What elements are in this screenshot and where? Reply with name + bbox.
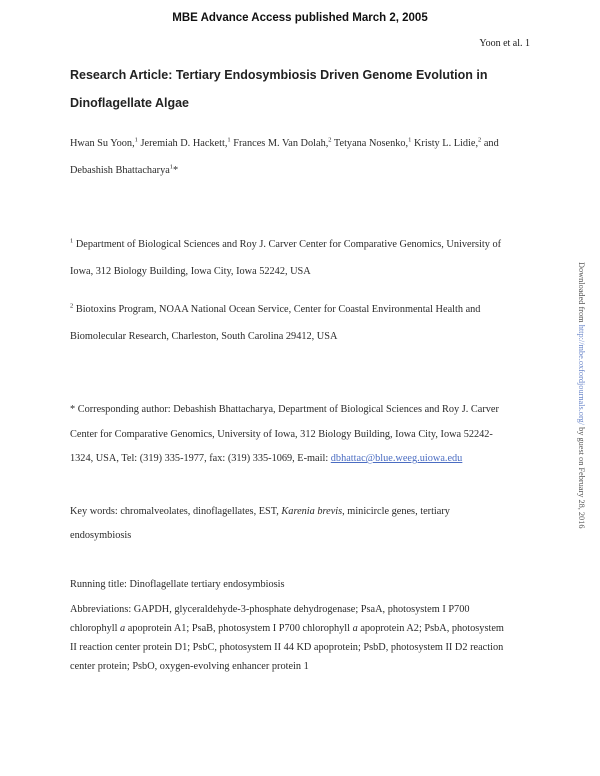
keywords-line2: endosymbiosis — [70, 530, 132, 541]
corresponding-line1: * Corresponding author: Debashish Bhattacharya, Department of Biological Sciences and Roy J. Carver — [70, 404, 499, 415]
author-list-line1 — [70, 138, 499, 149]
advance-access-banner: MBE Advance Access published March 2, 2005 — [172, 12, 428, 24]
affiliation-2-line1 — [70, 304, 480, 315]
abbreviations-text: apoprotein A2; PsbA, photosystem — [357, 623, 504, 634]
running-head: Yoon et al. 1 — [479, 38, 530, 49]
affiliation-1-line1 — [70, 239, 501, 250]
author-conjunction: and — [481, 138, 499, 149]
affiliation-2-line2: Biomolecular Research, Charleston, South Carolina 29412, USA — [70, 331, 338, 342]
keywords-text: , minicircle genes, tertiary — [342, 506, 450, 517]
author-name: Debashish Bhattacharya — [70, 165, 170, 176]
sidebar-text: by guest on February 28, 2016 — [577, 425, 586, 529]
affiliation-marker: 2 — [328, 136, 332, 144]
affiliation-marker: 1 — [169, 163, 174, 171]
abbreviations-italic: a — [120, 623, 126, 634]
affiliation-marker: 1 — [408, 136, 412, 144]
corresponding-contact: 1324, USA, Tel: (319) 335-1977, fax: (319) 335-1069, E-mail: — [70, 453, 331, 464]
keyword-species: Karenia brevis — [281, 506, 343, 517]
abbreviations-italic: a — [352, 623, 358, 634]
affiliation-1-line2: Iowa, 312 Biology Building, Iowa City, Iowa 52242, USA — [70, 266, 311, 277]
abbreviations-line4: center protein; PsbO, oxygen-evolving enhancer protein 1 — [70, 661, 309, 672]
corresponding-marker: * — [173, 165, 179, 176]
download-sidebar — [577, 262, 586, 582]
author-name: Tetyana Nosenko, — [331, 138, 409, 149]
author-name: Jeremiah D. Hackett, — [137, 138, 228, 149]
affiliation-text: Biotoxins Program, NOAA National Ocean Service, Center for Coastal Environmental Health and — [73, 304, 481, 315]
abbreviations-line1: Abbreviations: GAPDH, glyceraldehyde-3-phosphate dehydrogenase; PsaA, photosystem I P700 — [70, 604, 470, 615]
corresponding-line2: Center for Comparative Genomics, University of Iowa, 312 Biology Building, Iowa City, Iowa 52242- — [70, 429, 493, 440]
author-name: Frances M. Van Dolah, — [230, 138, 329, 149]
article-title-line1: Research Article: Tertiary Endosymbiosis Driven Genome Evolution in — [70, 68, 488, 82]
sidebar-link[interactable]: http://mbe.oxfordjournals.org/ — [577, 324, 586, 426]
affiliation-text: Department of Biological Sciences and Roy J. Carver Center for Comparative Genomics, University of — [73, 239, 502, 250]
abbreviations-text: apoprotein A1; PsaB, photosystem I P700 chlorophyll — [125, 623, 353, 634]
affiliation-marker: 2 — [478, 136, 482, 144]
email-link[interactable]: dbhattac@blue.weeg.uiowa.edu — [330, 453, 463, 464]
article-title-line2: Dinoflagellate Algae — [70, 96, 190, 110]
author-name: Kristy L. Lidie, — [411, 138, 479, 149]
affiliation-number: 2 — [70, 302, 74, 310]
author-list-line2 — [70, 165, 178, 176]
affiliation-number: 1 — [70, 237, 74, 245]
affiliation-marker: 1 — [134, 136, 138, 144]
affiliation-marker: 1 — [227, 136, 231, 144]
sidebar-text: Downloaded from — [577, 262, 586, 325]
running-title: Running title: Dinoflagellate tertiary endosymbiosis — [70, 579, 285, 590]
keywords-line1 — [70, 506, 450, 517]
abbreviations-text: chlorophyll — [70, 623, 121, 634]
corresponding-line3 — [70, 453, 462, 464]
abbreviations-line2 — [70, 623, 504, 634]
keywords-text: Key words: chromalveolates, dinoflagellates, EST, — [70, 506, 282, 517]
abbreviations-line3: II reaction center protein D1; PsbC, photosystem II 44 KD apoprotein; PsbD, photosystem II D2 reaction — [70, 642, 504, 653]
author-name: Hwan Su Yoon, — [70, 138, 135, 149]
